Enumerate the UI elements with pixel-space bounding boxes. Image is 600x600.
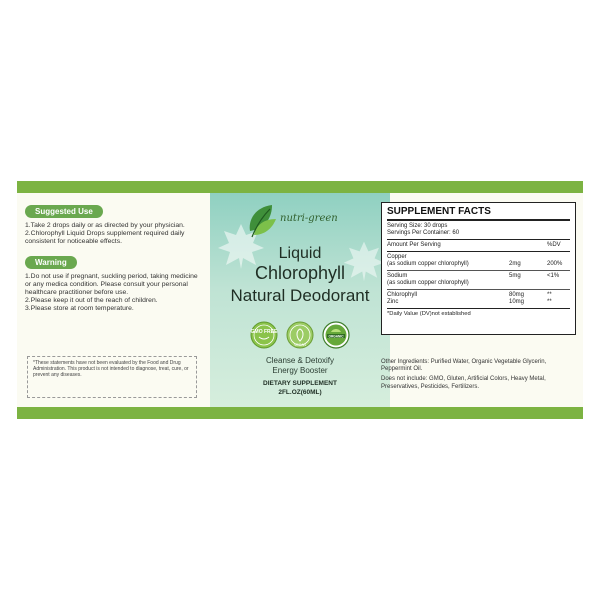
nutrient-name: Copper — [387, 254, 407, 260]
gmo-free-icon — [250, 321, 278, 349]
table-row — [387, 290, 570, 309]
certification-badges — [210, 321, 390, 351]
left-panel — [25, 201, 203, 399]
volume-text: 2FL.OZ(60ML) — [278, 389, 322, 396]
product-title-line1: Liquid — [278, 245, 322, 262]
nutrient-name: Zinc — [387, 299, 399, 305]
servings-per-container: Servings Per Container: 60 — [387, 230, 460, 236]
leaf-logo-icon — [246, 201, 278, 239]
table-row — [387, 252, 570, 271]
suggested-use-item: 1.Take 2 drops daily or as directed by your physician. — [25, 222, 185, 229]
center-panel — [210, 193, 390, 407]
badge-text: VEGAN — [294, 343, 306, 347]
vegan-icon — [286, 321, 314, 349]
nutrient-name: Chlorophyll — [387, 292, 418, 298]
nutrient-dv: ** — [547, 292, 552, 298]
suggested-use-item: 2.Chlorophyll Liquid Drops supplement required daily consistent for noticeable effects. — [25, 230, 185, 245]
tagline-energy: Energy Booster — [272, 366, 328, 375]
nutrient-source: (as sodium copper chlorophyll) — [387, 261, 469, 267]
nutrient-dv: 200% — [547, 261, 563, 267]
dv-footnote: *Daily Value (DV)not established — [387, 311, 471, 317]
nutrient-dv: ** — [547, 299, 552, 305]
warning-item: 2.Please keep it out of the reach of children. — [25, 297, 158, 304]
nutrient-amount: 10mg — [509, 299, 525, 305]
dietary-supplement-text: DIETARY SUPPLEMENT — [263, 380, 337, 387]
brand-name: nutri-green — [280, 213, 338, 224]
product-title-line2: Chlorophyll — [254, 263, 346, 283]
badge-text: GMO FREE — [250, 329, 278, 335]
fda-disclaimer: *These statements have not been evaluated by the Food and Drug Administration. This product is not intended to diagnose, treat, cure, or prevent any diseases. — [27, 356, 197, 398]
warning-heading: Warning — [25, 256, 77, 269]
nutrient-dv: <1% — [547, 273, 560, 279]
warning-list — [25, 273, 203, 313]
badge-text: ORGANIC — [328, 334, 344, 339]
nutrient-source: (as sodium copper chlorophyll) — [387, 280, 469, 286]
product-label — [17, 181, 583, 419]
organic-icon — [322, 321, 350, 349]
bottom-green-band — [17, 407, 583, 419]
tagline-cleanse: Cleanse & Detoxify — [265, 356, 335, 365]
nutrient-amount: 5mg — [509, 273, 521, 279]
suggested-use-heading: Suggested Use — [25, 205, 103, 218]
nutrient-name: Sodium — [387, 273, 408, 279]
top-green-band — [17, 181, 583, 193]
supplement-facts-box — [381, 202, 576, 335]
amount-per-serving-label: Amount Per Serving — [387, 242, 441, 248]
serving-size: Serving Size: 30 drops — [387, 223, 448, 229]
other-ingredients — [381, 359, 576, 394]
warning-item: 1.Do not use if pregnant, suckling period, taking medicine or any medica condition. Please consult your personal healthcare practitioner before use. — [25, 273, 198, 296]
brand-logo — [246, 201, 356, 241]
supplement-facts-title: SUPPLEMENT FACTS — [387, 206, 570, 221]
facts-header-row — [387, 240, 570, 252]
nutrient-amount: 80mg — [509, 292, 525, 298]
table-row — [387, 271, 570, 290]
nutrient-amount: 2mg — [509, 261, 521, 267]
warning-item: 3.Please store at room temperature. — [25, 305, 134, 312]
dv-header: %DV — [547, 242, 561, 248]
suggested-use-list — [25, 222, 203, 246]
ingredients-text: Other Ingredients: Purified Water, Organic Vegetable Glycerin, Peppermint Oil. — [381, 359, 547, 373]
product-title-line3: Natural Deodorant — [230, 286, 370, 305]
serving-info — [387, 223, 570, 240]
exclusions-text: Does not include: GMO, Gluten, Artificial Colors, Heavy Metal, Preservatives, Pesticides, Fertilizers. — [381, 376, 546, 390]
